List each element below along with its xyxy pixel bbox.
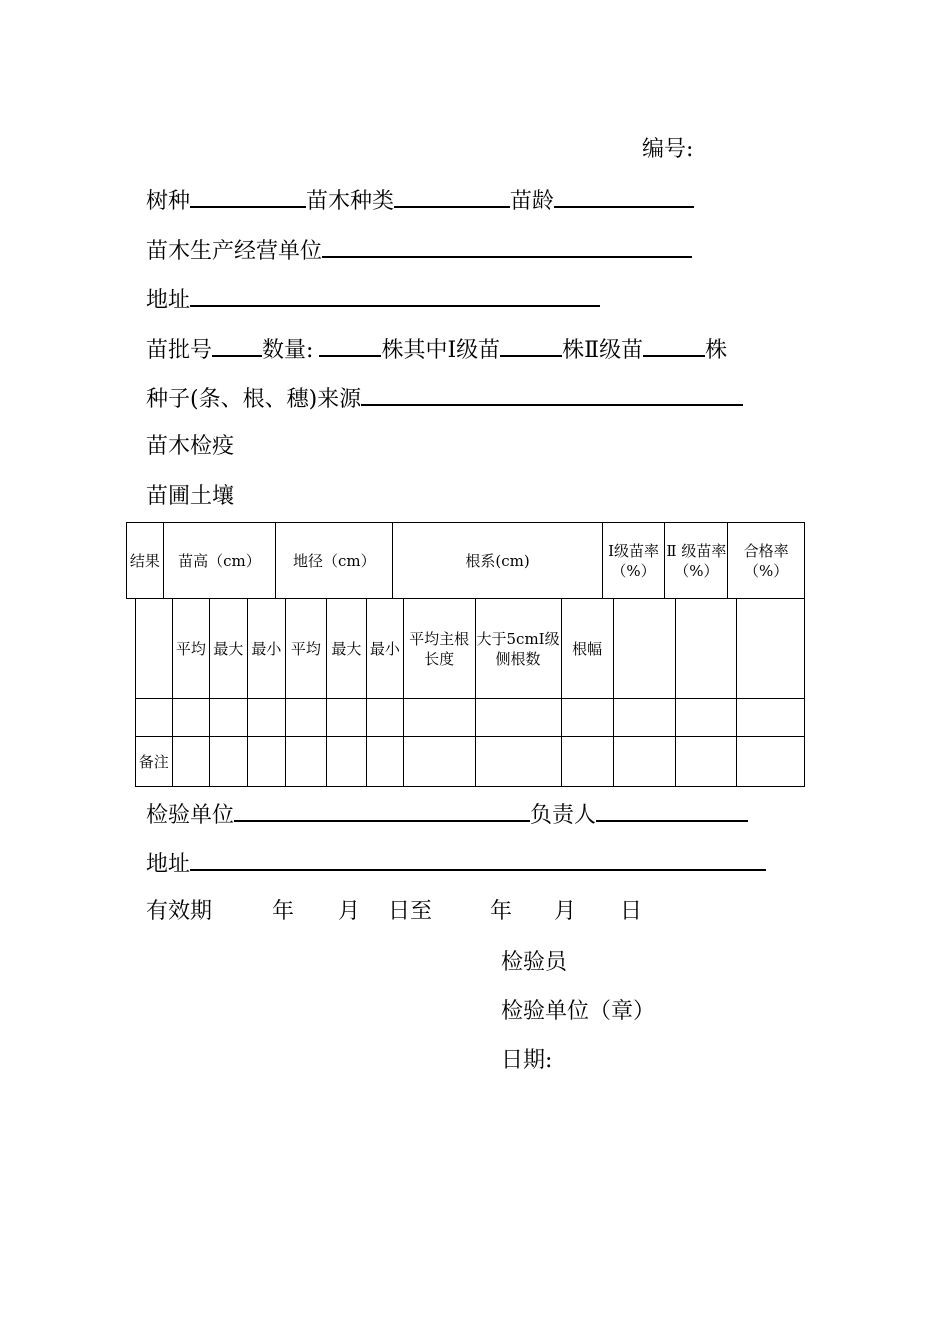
validity-year-1: 年 bbox=[272, 899, 295, 924]
grade1-blank[interactable] bbox=[500, 333, 562, 357]
tree-species-label: 树种 bbox=[146, 189, 191, 214]
tree-species-blank[interactable] bbox=[190, 184, 306, 208]
validity-day-to: 日至 bbox=[388, 899, 433, 924]
main-root-length: 平均主根长度 bbox=[403, 599, 475, 699]
lateral-root-count: 大于5cmⅠ级侧根数 bbox=[475, 599, 561, 699]
batch-no-blank[interactable] bbox=[212, 333, 262, 357]
height-avg: 平均 bbox=[172, 599, 210, 699]
grade1-rate-header: Ⅰ级苗率（%） bbox=[602, 523, 665, 599]
grade2-rate-header: Ⅱ 级苗率（%） bbox=[665, 523, 728, 599]
diameter-header: 地径（cm） bbox=[276, 523, 393, 599]
nursery-soil-label: 苗圃土壤 bbox=[146, 484, 235, 509]
validity-day: 日 bbox=[620, 899, 643, 924]
seedling-type-label: 苗木种类 bbox=[306, 189, 395, 214]
inspect-unit-label: 检验单位 bbox=[146, 803, 235, 828]
responsible-label: 负责人 bbox=[530, 803, 597, 828]
responsible-blank[interactable] bbox=[596, 798, 748, 822]
producer-label: 苗木生产经营单位 bbox=[146, 239, 323, 264]
row-inspect-unit bbox=[146, 798, 748, 831]
seedling-type-blank[interactable] bbox=[394, 184, 510, 208]
validity-month-2: 月 bbox=[554, 899, 577, 924]
quarantine-label: 苗木检疫 bbox=[146, 434, 235, 459]
serial-number-label: 编号: bbox=[642, 137, 694, 162]
inspector-label: 检验员 bbox=[501, 950, 568, 975]
row-species bbox=[146, 184, 694, 217]
seal-label: 检验单位（章） bbox=[501, 999, 656, 1024]
producer-blank[interactable] bbox=[322, 234, 692, 258]
root-width: 根幅 bbox=[561, 599, 613, 699]
date-label: 日期: bbox=[501, 1048, 553, 1073]
grade2-blank[interactable] bbox=[643, 333, 705, 357]
row-batch bbox=[146, 333, 727, 366]
seedling-age-label: 苗龄 bbox=[510, 189, 555, 214]
quantity-blank[interactable] bbox=[319, 333, 381, 357]
height-min: 最小 bbox=[247, 599, 286, 699]
address-blank[interactable] bbox=[190, 283, 600, 307]
quantity-label: 数量: bbox=[262, 338, 314, 363]
diameter-min: 最小 bbox=[367, 599, 404, 699]
results-header-table bbox=[126, 522, 805, 599]
pass-rate-header: 合格率（%） bbox=[728, 523, 805, 599]
result-cell: 结果 bbox=[127, 523, 164, 599]
row-footer-address bbox=[146, 847, 766, 880]
validity-label: 有效期 bbox=[146, 899, 213, 924]
seedling-age-blank[interactable] bbox=[554, 184, 694, 208]
row-address bbox=[146, 283, 600, 316]
unit-label: 株 bbox=[705, 338, 728, 363]
diameter-max: 最大 bbox=[326, 599, 366, 699]
row-producer bbox=[146, 234, 692, 267]
footer-address-label: 地址 bbox=[146, 852, 191, 877]
table-row bbox=[136, 699, 805, 737]
seed-source-label: 种子(条、根、穗)来源 bbox=[146, 387, 362, 412]
grade1-label: 株其中Ⅰ级苗 bbox=[381, 338, 501, 363]
row-seed-source bbox=[146, 382, 743, 415]
inspect-unit-blank[interactable] bbox=[234, 798, 530, 822]
height-header: 苗高（cm） bbox=[163, 523, 275, 599]
batch-no-label: 苗批号 bbox=[146, 338, 213, 363]
address-label: 地址 bbox=[146, 288, 191, 313]
remarks-label: 备注 bbox=[136, 737, 173, 787]
diameter-avg: 平均 bbox=[286, 599, 326, 699]
height-max: 最大 bbox=[210, 599, 248, 699]
root-header: 根系(cm) bbox=[393, 523, 602, 599]
results-data-table bbox=[135, 598, 805, 787]
grade2-label: 株Ⅱ级苗 bbox=[562, 338, 644, 363]
seed-source-blank[interactable] bbox=[361, 382, 743, 406]
validity-year-2: 年 bbox=[490, 899, 513, 924]
validity-month-1: 月 bbox=[338, 899, 361, 924]
remarks-row bbox=[136, 737, 805, 787]
footer-address-blank[interactable] bbox=[190, 847, 766, 871]
